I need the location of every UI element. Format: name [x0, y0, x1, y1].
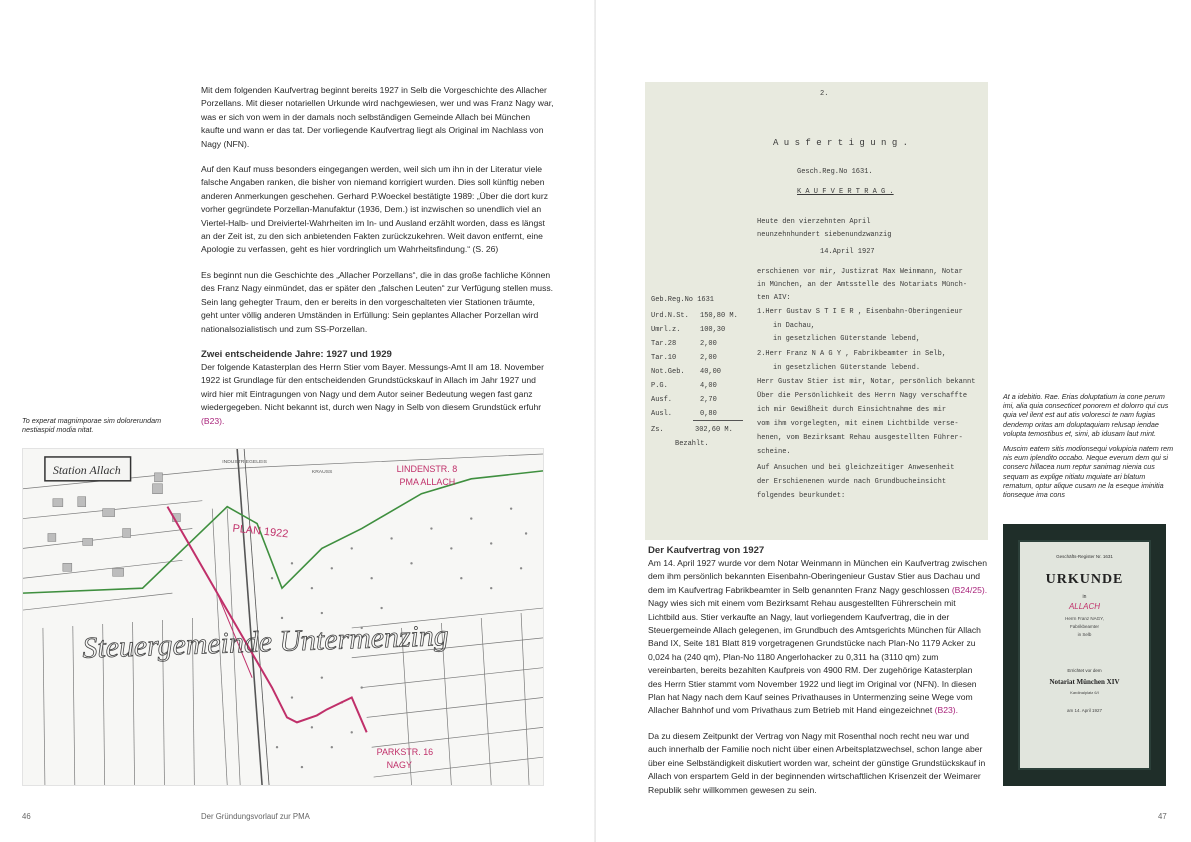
section-ref-link[interactable]: (B23).	[201, 415, 225, 426]
running-title: Der Gründungsvorlauf zur PMA	[201, 812, 310, 821]
fee-label: Tar.28	[651, 340, 677, 348]
fee-value: 2,00	[700, 354, 717, 362]
section-heading: Zwei entscheidende Jahre: 1927 und 1929	[201, 348, 392, 360]
history-paragraph: Es beginnt nun die Geschichte des „Allacher Porzellans“, die in das große fachliche Können des Franz Nagy einmündet, das er später den „falschen Leuten“ zur Verfügung stellen muss. Sein lang gehegter Traum, den er bereits in den vorgeschalteten vier Stationen träumte, geht unter völlig anderen Umständen in Erfüllung: Sein geplantes Allacher Porzellan wird nationalsozialistisch und zum SS-Porzellan.	[201, 269, 554, 334]
contract-line: Heute den vierzehnten April	[757, 218, 871, 226]
contract-line: 14.April 1927	[820, 248, 875, 256]
station-label: Station Allach	[52, 462, 121, 477]
plan-label: PLAN 1922	[231, 522, 289, 541]
fee-label: Urd.N.St.	[651, 312, 689, 320]
lindenstr-label-1: LINDENSTR. 8	[396, 463, 458, 474]
contract-line: 1.Herr Gustav S T I E R , Eisenbahn-Oberingenieur	[757, 308, 963, 316]
buildings	[48, 473, 180, 576]
section-text: Der folgende Katasterplan des Herrn Stier vom Bayer. Messungs-Amt II am 18. November 1922 ist Grundlage für den entscheidenden Grundstückskauf in Allach im Jahr 1927 und wird hier mit Eintragungen von Nagy und dem Autor seiner Bedeutung wegen fast ganz wiedergegeben. Nicht bekannt ist, durch wen Nagy in Selb von diesem Grundstück erfuhr	[201, 361, 544, 413]
contract-line: ten AIV:	[757, 294, 791, 302]
fee-total-value: 302,60 M.	[695, 426, 733, 434]
contract-line: henen, vom Bezirksamt Rehau ausgestellten Führer-	[757, 434, 963, 442]
cert-date: am 14. April 1927	[1066, 708, 1103, 713]
contract-line: neunzehnhundert siebenundzwanzig	[757, 231, 892, 239]
contract-line: vom ihm vorgelegten, mit einem Lichtbilde verse-	[757, 420, 959, 428]
map-caption: To experat magnimporae sim dolorerundam nestiaspid modia nitat.	[22, 416, 162, 435]
contract-line: in gesetzlichen Güterstande lebend,	[773, 335, 921, 343]
intro-paragraph: Mit dem folgenden Kaufvertrag beginnt bereits 1927 in Selb die Vorgeschichte des Allacher Porzellans. Mit dieser notariellen Urkunde wird nachgewiesen, wer und was Franz Nagy war, was er sich von wem in der damals noch selbständigen Gemeinde Allach bei München kaufte und wann er das tat. Der vorliegende Kaufvertrag liegt als Original im Nachlass von Nagy (NFN).	[201, 85, 554, 149]
folio-left: 46	[22, 812, 31, 821]
parcel-lines	[23, 454, 543, 785]
fee-value: 2,00	[700, 340, 717, 348]
cert-sub-office: Kardinalplatz 6/I	[1070, 690, 1099, 695]
contract-heading: Der Kaufvertrag von 1927	[648, 545, 765, 556]
cert-role: Fabrikbeamter	[1069, 624, 1099, 629]
fee-value: 4,00	[700, 382, 717, 390]
fee-total-label: Zs.	[651, 426, 664, 434]
cert-title: URKUNDE	[1045, 572, 1124, 587]
parkstr-label-1: PARKSTR. 16	[376, 747, 434, 758]
contract-line: der Erschienenen wurde nach Grundbucheinsicht	[757, 478, 947, 486]
contract-scan	[645, 82, 988, 540]
ref-link-b24[interactable]: (B24/25).	[951, 584, 988, 595]
caption-2: Muscim eatem sitis modionsequi volupicia natem rem nis eum iplendito occabo. Neque everum dem qui si conserc hillacea num reptur sanimag nienia cus sequam as explige nitiatu mquiate ari blatum rematum, optur alique cusam ne la eseque iminitia tionseque ima cons	[1003, 444, 1174, 500]
district-label: Steuergemeinde Untermenzing	[81, 619, 450, 665]
fee-value: 100,30	[700, 326, 726, 334]
right-body-text	[648, 544, 988, 809]
contract-title: A u s f e r t i g u n g .	[773, 138, 909, 148]
railway-line	[237, 449, 262, 785]
fee-value: 40,00	[700, 368, 722, 376]
cert-place: ALLACH	[1068, 602, 1101, 611]
industry-track-label: INDUSTRIEGELEIS	[222, 459, 268, 465]
cert-party: Herrn Franz NAGY,	[1065, 616, 1104, 621]
cert-subtitle: in	[1082, 594, 1087, 600]
contract-doc-type: K A U F V E R T R A G .	[797, 188, 894, 196]
contract-paragraph-1	[648, 557, 988, 718]
fee-label: Ausl.	[651, 410, 673, 418]
certificate-image	[1003, 524, 1166, 786]
purchase-paragraph: Auf den Kauf muss besonders eingegangen werden, weil sich um ihn in der Literatur viele falsche Angaben ranken, die bisher von niemand korrigiert wurden. Dies soll künftig neben anderen Anmerkungen geschehen. Gerhard P.Woeckel bestätigte 1989: „Über die dort kurz vorher gegründete Porzellan-Manufaktur (1936, Dem.) ist inzwischen so unendlich viel an Viertel-Halb- und Dreiviertel-Wahrheiten im In- und Ausland erzählt worden, dass es längst an der Zeit ist, zu den sich anbietenden Fakten zurückzukehren. Weit davon entfernt, eine Apologie zu verfassen, geht es hier vordringlich um Wahrheitsfindung.“ (S. 26)	[201, 164, 548, 255]
fee-label: P.G.	[651, 382, 668, 390]
contract-line: 2.Herr Franz N A G Y , Fabrikbeamter in Selb,	[757, 350, 947, 358]
fee-label: Tar.10	[651, 354, 677, 362]
cert-city: in Selb	[1077, 632, 1092, 637]
contract-text	[645, 82, 988, 540]
contract-paragraph-1-text: Nagy wies sich mit einem vom Bezirksamt Rehau ausgestellten Führerschein mit Lichtbild aus. Stier verkaufte an Nagy, laut vorliegendem Kaufvertrag, die in der Steuergemeinde Allach gelegenen, im Grundbuch des Amtsgerichts München für Allach Band IX, Seite 181 Blatt 819 vorgetragenen Grundstücke nach Plan-No 1179 Acker zu 0,024 ha (240 qm), Plan-No 1180 Angerlohacker zu 0,311 ha (3110 qm) zum vereinbarten, bereits bezahlten Kaufpreis von 4900 RM. Der zugehörige Katasterplan des Herrn Stier stammt vom November 1922 und liegt im Original vor (NFN). In diesen Plan hat Nagy nach dem Kauf seines Privathauses in Untermenzing seine Wege vom Allacher Bahnhof und vom Privathaus zum Betrieb mit Hand eingezeichnet	[648, 598, 981, 716]
fee-value: 2,70	[700, 396, 717, 404]
left-body-text	[201, 84, 554, 428]
left-page	[0, 0, 595, 842]
cert-issued-by: Errichtet vor dem	[1067, 668, 1102, 673]
fee-label: Not.Geb.	[651, 368, 685, 376]
folio-right: 47	[1158, 812, 1167, 821]
fee-label: Umrl.z.	[651, 326, 681, 334]
contract-line: erschienen vor mir, Justizrat Max Weinmann, Notar	[757, 268, 963, 276]
cert-register: Geschäfts-Register Nr. 1631	[1056, 554, 1113, 559]
ref-link-b23[interactable]: (B23).	[934, 705, 959, 716]
contract-reg-no: Gesch.Reg.No 1631.	[797, 168, 873, 176]
right-captions	[1003, 392, 1175, 505]
fee-value: 150,80 M.	[700, 312, 738, 320]
cert-office: Notariat München XIV	[1049, 678, 1120, 686]
contract-paragraph-2: Da zu diesem Zeitpunkt der Vertrag von Nagy mit Rosenthal noch recht neu war und auch innerhalb der Familie noch nicht über einen Arbeitsplatzwechsel, schon lange aber über eine Selbständigkeit diskutiert worden war, scheint der günstige Grundstückskauf in Allach von erspartem Geld in der beginnenden wirtschaftlichen Krisenzeit der Weimarer Republik sehr willkommen gewesen zu sein.	[648, 730, 986, 795]
contract-page-no: 2.	[820, 90, 829, 98]
fee-value: 0,80	[700, 410, 717, 418]
contract-margin-reg: Geb.Reg.No 1631	[651, 296, 715, 304]
parkstr-label-2: NAGY	[386, 760, 412, 771]
contract-line: in Dachau,	[773, 322, 816, 330]
map-drawing	[23, 449, 543, 785]
contract-line: Herr Gustav Stier ist mir, Notar, persönlich bekannt	[757, 378, 976, 386]
contract-line: in München, an der Amtsstelle des Notariats Münch-	[757, 281, 968, 289]
contract-line: Über die Persönlichkeit des Herrn Nagy verschaffte	[757, 392, 968, 400]
contract-line: Auf Ansuchen und bei gleichzeitiger Anwesenheit	[757, 464, 955, 472]
contract-line: in gesetzlichen Güterstande lebend.	[773, 364, 921, 372]
certificate-paper	[1018, 540, 1151, 770]
section-paragraph	[201, 361, 554, 428]
contract-line: ich mir Gewißheit durch Einsichtnahme des mir	[757, 406, 947, 414]
fee-label: Ausf.	[651, 396, 673, 404]
cadastral-map	[22, 448, 544, 786]
contract-line: folgendes beurkundet:	[757, 492, 846, 500]
contract-paragraph-1-text: Am 14. April 1927 wurde vor dem Notar Weinmann in München ein Kaufvertrag zwischen dem ihm persönlich bekannten Eisenbahn-Oberingenieur Gustav Stier aus Dachau und dem im Kaufvertrag Fabrikbeamter in Selb genannten Franz Nagy geschlossen	[648, 558, 987, 595]
fee-paid-label: Bezahlt.	[675, 440, 709, 448]
contract-line: scheine.	[757, 448, 791, 456]
krauss-label: KRAUSS	[311, 469, 333, 475]
lindenstr-label-2: PMA ALLACH	[399, 476, 456, 487]
caption-1: At a idebitio. Rae. Erias doluptatium ia cone perum imi, alia quia consecticet ponorem et dolorro qui cus quia vel ilent est aut atis voloresci te nam fugias dendemp oritas am doluptaquiam relusap iendae volupta temostibus et, simi, ab idusam laut mint.	[1003, 392, 1169, 438]
